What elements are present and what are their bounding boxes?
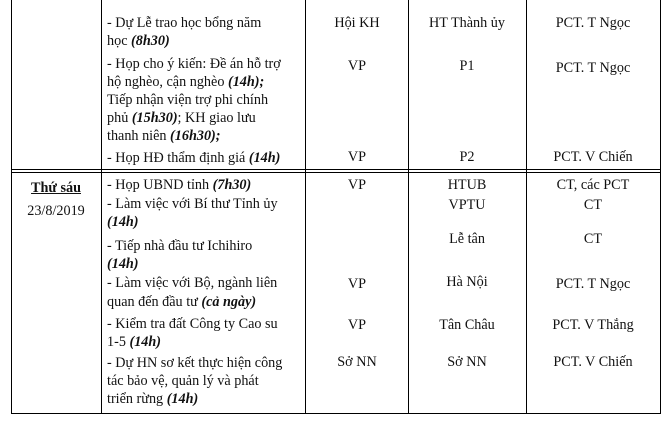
host-cell: Lễ tân bbox=[449, 231, 485, 247]
place-cell: VP bbox=[347, 317, 367, 333]
host-cell: P1 bbox=[459, 58, 475, 74]
lead-cell: PCT. T Ngọc bbox=[555, 276, 631, 292]
host-cell: HT Thành ủy bbox=[429, 15, 505, 31]
host-cell: P2 bbox=[459, 149, 475, 165]
grid-line bbox=[101, 0, 102, 414]
activity-text: Tiếp nhận viện trợ phi chính bbox=[107, 92, 269, 108]
place-cell: Sở NN bbox=[337, 354, 377, 370]
grid-line bbox=[660, 0, 661, 414]
grid-line bbox=[305, 0, 306, 414]
day-name: Thứ sáu bbox=[31, 180, 81, 196]
lead-cell: PCT. V Chiến bbox=[553, 354, 633, 370]
host-cell: Tân Châu bbox=[439, 317, 495, 333]
lead-cell: PCT. V Thắng bbox=[552, 317, 634, 333]
grid-line bbox=[11, 413, 661, 414]
activity-text: - Dự Lễ trao học bổng năm bbox=[107, 15, 262, 31]
activity-text: - Làm việc với Bí thư Tỉnh ủy bbox=[107, 196, 278, 212]
activity-text: - Dự HN sơ kết thực hiện công bbox=[107, 355, 283, 371]
activity-text: hộ nghèo, cận nghèo (14h); bbox=[107, 74, 265, 90]
lead-cell: PCT. T Ngọc bbox=[555, 60, 631, 76]
activity-text: - Làm việc với Bộ, ngành liên bbox=[107, 275, 278, 291]
activity-text: - Họp UBND tỉnh (7h30) bbox=[107, 177, 252, 193]
host-cell: VPTU bbox=[448, 197, 486, 213]
host-cell: Hà Nội bbox=[446, 274, 488, 290]
lead-cell: CT, các PCT bbox=[556, 177, 630, 193]
activity-text: (14h) bbox=[107, 214, 139, 230]
place-cell: Hội KH bbox=[334, 15, 380, 31]
place-cell: VP bbox=[347, 177, 367, 193]
activity-text: (14h) bbox=[107, 256, 139, 272]
lead-cell: CT bbox=[583, 197, 603, 213]
activity-text: tác bảo vệ, quản lý và phát bbox=[107, 373, 259, 389]
grid-line bbox=[526, 0, 527, 414]
day-date: 23/8/2019 bbox=[27, 203, 85, 219]
lead-cell: PCT. T Ngọc bbox=[555, 15, 631, 31]
host-cell: Sở NN bbox=[447, 354, 487, 370]
grid-line bbox=[11, 172, 661, 173]
grid-line bbox=[11, 0, 12, 414]
activity-text: - Họp cho ý kiến: Đề án hỗ trợ bbox=[107, 56, 281, 72]
activity-text: - Họp HĐ thẩm định giá (14h) bbox=[107, 150, 281, 166]
grid-line bbox=[11, 169, 661, 170]
place-cell: VP bbox=[347, 58, 367, 74]
activity-text: quan đến đầu tư (cả ngày) bbox=[107, 294, 257, 310]
place-cell: VP bbox=[347, 149, 367, 165]
grid-line bbox=[408, 0, 409, 414]
activity-text: thanh niên (16h30); bbox=[107, 128, 221, 144]
activity-text: phủ (15h30); KH giao lưu bbox=[107, 110, 256, 126]
host-cell: HTUB bbox=[447, 177, 487, 193]
place-cell: VP bbox=[347, 276, 367, 292]
activity-text: học (8h30) bbox=[107, 33, 170, 49]
activity-text: - Kiểm tra đất Công ty Cao su bbox=[107, 316, 278, 332]
activity-text: triển rừng (14h) bbox=[107, 391, 199, 407]
activity-text: - Tiếp nhà đầu tư Ichihiro bbox=[107, 238, 253, 254]
lead-cell: CT bbox=[583, 231, 603, 247]
lead-cell: PCT. V Chiến bbox=[553, 149, 633, 165]
activity-text: 1-5 (14h) bbox=[107, 334, 161, 350]
